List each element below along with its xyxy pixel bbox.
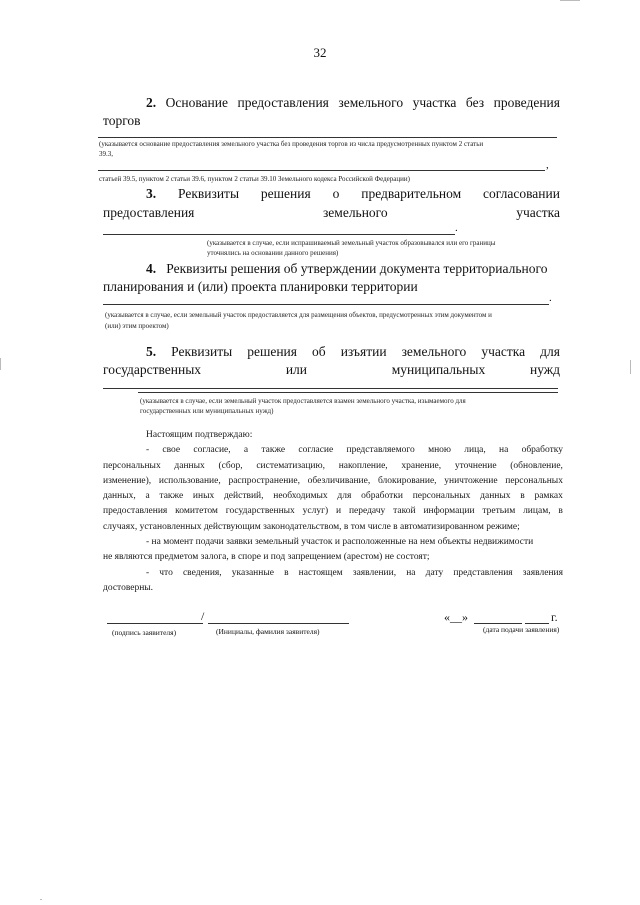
section-5-heading-line2: [103, 362, 560, 378]
heading-word: участка: [412, 95, 457, 110]
heading-word: решения: [247, 344, 297, 359]
word: -: [146, 567, 150, 578]
word: представляемого: [346, 445, 415, 456]
word: уточнение: [454, 460, 497, 471]
word: данных: [480, 491, 511, 502]
word: свое: [162, 445, 181, 456]
heading-word: проведения: [493, 95, 560, 110]
word: обработку: [521, 445, 563, 456]
name-line: [208, 623, 349, 624]
date-label: (дата подачи заявления): [483, 625, 560, 634]
word: комитетом: [175, 506, 218, 517]
scan-mark: [0, 358, 1, 370]
fill-line: [103, 304, 549, 305]
section-2-note-3: статьей 39.5, пунктом 2 статьи 39.6, пунктом 2 статьи 39.10 Земельного кодекса Российской Федерации): [99, 175, 410, 183]
word: хранение,: [401, 460, 442, 471]
word: и: [336, 506, 342, 517]
word: блокирование,: [377, 475, 437, 486]
fill-line: [138, 392, 558, 393]
word: распространение,: [228, 475, 300, 486]
word: дату: [425, 567, 444, 578]
heading-word: нужд: [529, 362, 560, 377]
fill-line: [103, 234, 455, 235]
word: для: [337, 491, 352, 502]
confirmation-line: [103, 459, 563, 474]
section-5-note-2: государственных или муниципальных нужд): [140, 407, 274, 415]
word: заявлении,: [352, 567, 397, 578]
word: на: [499, 445, 509, 456]
confirmation-line: [103, 474, 563, 489]
section-4-number: 4.: [146, 261, 157, 276]
section-2-number: 2.: [146, 95, 157, 110]
section-4-heading: [146, 261, 547, 277]
word: систематизацию,: [256, 460, 325, 471]
section-2-heading-cont: торгов: [103, 113, 141, 128]
word: персональных: [505, 475, 563, 486]
section-3-heading: [103, 186, 560, 202]
heading-word: об: [312, 344, 326, 359]
word: (обновление,: [510, 460, 563, 471]
word: указанные: [231, 567, 274, 578]
signature-label: (подпись заявителя): [112, 628, 177, 637]
word: настоящем: [298, 567, 343, 578]
section-4-note-1: (указывается в случае, если земельный участок предоставляется для размещения объектов, предусмотренных этим документом и: [105, 311, 492, 319]
line-end-dot: .: [549, 292, 552, 304]
word: согласие: [298, 445, 334, 456]
section-2-heading: [103, 95, 560, 111]
word: также: [261, 445, 286, 456]
fill-line: [103, 388, 558, 389]
heading-word: участка: [481, 344, 526, 359]
name-label: (Инициалы, фамилия заявителя): [216, 627, 320, 636]
word: в: [558, 506, 563, 517]
year-suffix: г.: [551, 610, 558, 624]
heading-text: Реквизиты решения об утверждении документа территориального: [166, 261, 548, 276]
confirmation-line: [103, 443, 563, 458]
word: услуг): [302, 506, 329, 517]
word: изменение),: [103, 475, 152, 486]
signature-line: [107, 623, 203, 624]
word: третьим: [482, 506, 516, 517]
scan-mark: [630, 360, 631, 374]
word: действий,: [223, 491, 264, 502]
confirmation-line: [103, 504, 563, 519]
section-3-heading-line2: [103, 205, 560, 221]
heading-word: государственных: [103, 362, 202, 377]
confirmation-line: [103, 566, 563, 581]
signature-slash: /: [201, 609, 205, 623]
section-2-note-2: 39.3,: [99, 150, 113, 158]
word: заявления: [522, 567, 563, 578]
word: а: [145, 491, 150, 502]
heading-word: решения: [260, 186, 311, 201]
word: накопление,: [338, 460, 388, 471]
heading-word: муниципальных: [391, 362, 486, 377]
word: представления: [453, 567, 513, 578]
confirmation-block: [103, 428, 563, 596]
section-4-heading-cont: планирования и (или) проекта планировки территории: [103, 279, 418, 294]
word: (сбор,: [218, 460, 243, 471]
line-end-dot: .: [455, 222, 458, 234]
heading-word: согласовании: [483, 186, 560, 201]
word: иных: [192, 491, 215, 502]
section-3-note-1: (указывается в случае, если испрашиваемый земельный участок образовывался или его границы: [207, 239, 496, 247]
word: лица,: [464, 445, 486, 456]
word: лицам,: [523, 506, 551, 517]
heading-word: для: [540, 344, 560, 359]
heading-word: Основание: [165, 95, 228, 110]
page-number: 32: [313, 45, 327, 60]
word: государственных: [225, 506, 295, 517]
word: также: [159, 491, 184, 502]
heading-word: без: [465, 95, 485, 110]
word: использование,: [158, 475, 221, 486]
word: передачу: [348, 506, 386, 517]
date-month-line: [474, 623, 522, 624]
fill-line: [98, 170, 545, 171]
word: такой: [393, 506, 416, 517]
word: что: [159, 567, 173, 578]
word: согласие,: [193, 445, 231, 456]
word: персональных: [103, 460, 161, 471]
confirmation-intro: Настоящим подтверждаю:: [146, 430, 253, 440]
heading-word: земельного: [401, 344, 467, 359]
word: информации: [423, 506, 475, 517]
section-4-note-2: (или) этим проектом): [105, 322, 169, 330]
word: персональных: [412, 491, 471, 502]
word: рамках: [534, 491, 563, 502]
date-year-line: [525, 623, 549, 624]
heading-word: Реквизиты: [171, 344, 233, 359]
section-5-number: 5.: [146, 344, 157, 359]
word: предоставления: [103, 506, 168, 517]
confirmation-line: - на момент подачи заявки земельный участок и расположенные на нем объекты недвижимости: [146, 537, 534, 548]
word: а: [243, 445, 249, 456]
line-end-comma: ,: [546, 159, 549, 171]
scan-mark: [40, 899, 42, 900]
date-day: «__»: [444, 610, 468, 624]
word: мною: [428, 445, 452, 456]
section-5-heading: [103, 344, 560, 360]
heading-word: Реквизиты: [178, 186, 240, 201]
confirmation-line: не являются предметом залога, в споре и под запрещением (арестом) не состоят;: [103, 552, 430, 563]
heading-word: предоставления: [103, 205, 195, 220]
word: уничтожение: [444, 475, 498, 486]
heading-word: или: [285, 362, 307, 377]
section-2-note-1: (указывается основание предоставления земельного участка без проведения торгов из числа предусмотренных пунктом 2 статьи: [99, 140, 484, 148]
heading-word: земельного: [338, 95, 404, 110]
heading-word: предоставления: [237, 95, 329, 110]
confirmation-line: случаях, установленных действующим законодательством, в том числе в автоматизированном режиме;: [103, 521, 520, 532]
heading-word: изъятии: [340, 344, 387, 359]
heading-word: предварительном: [361, 186, 462, 201]
word: на: [406, 567, 416, 578]
confirmation-line: достоверны.: [103, 582, 154, 593]
word: обезличивание,: [307, 475, 371, 486]
scan-mark: [560, 0, 580, 1]
word: обработки: [361, 491, 403, 502]
word: данных: [174, 460, 205, 471]
heading-word: земельного: [322, 205, 388, 220]
word: в: [520, 491, 525, 502]
word: необходимых: [273, 491, 328, 502]
word: -: [146, 445, 150, 456]
word: данных,: [103, 491, 136, 502]
section-3-number: 3.: [146, 186, 157, 201]
section-5-note-1: (указывается в случае, если земельный участок предоставляется взамен земельного участка, изымаемого для: [140, 397, 466, 405]
word: в: [284, 567, 289, 578]
word: сведения,: [182, 567, 222, 578]
heading-word: о: [332, 186, 340, 201]
fill-line: [98, 137, 557, 138]
confirmation-line: [103, 489, 563, 504]
section-3-note-2: уточнялись на основании данного решения): [207, 249, 339, 257]
heading-word: участка: [516, 205, 560, 220]
